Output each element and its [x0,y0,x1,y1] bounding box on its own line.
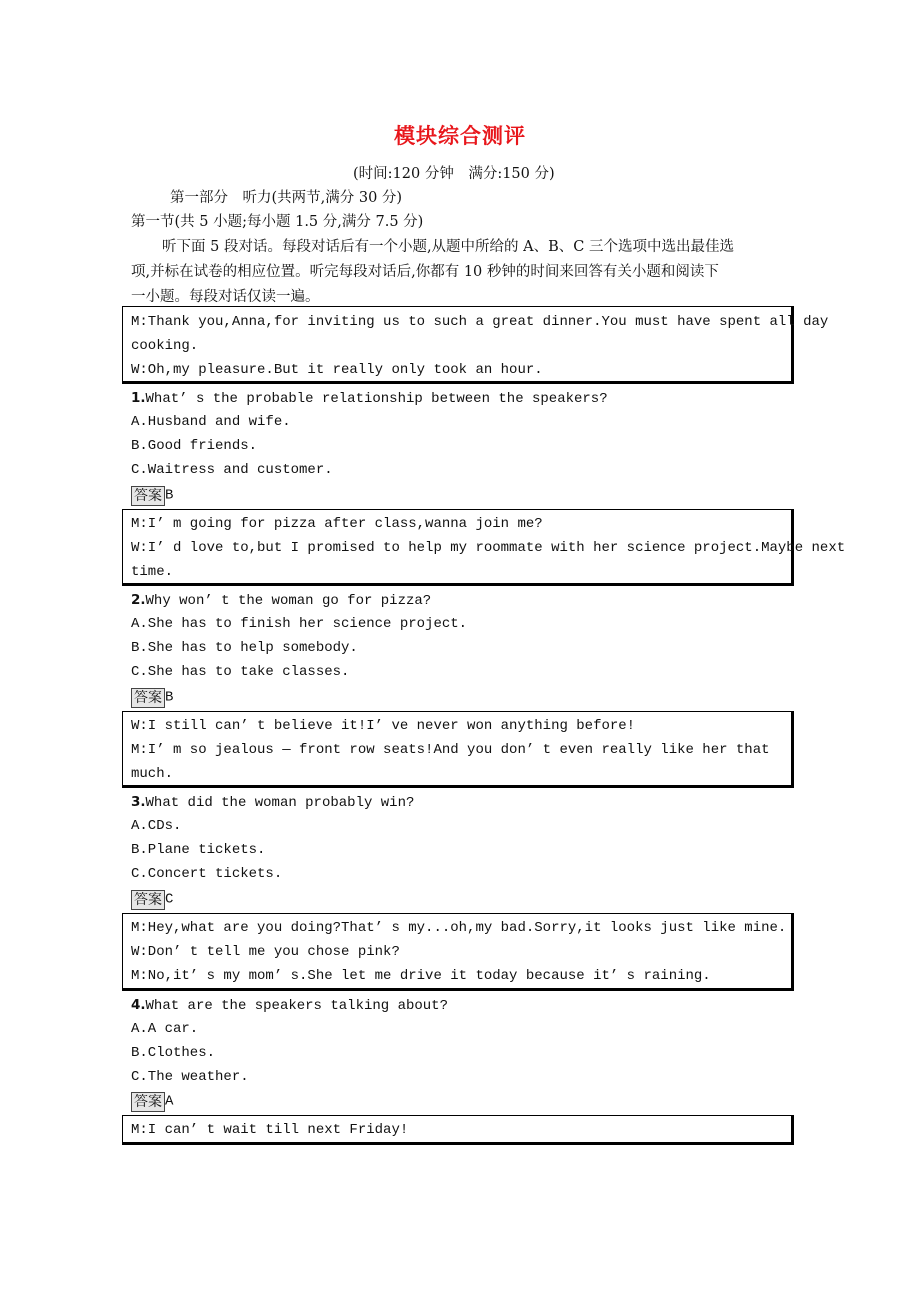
exam-meta: (时间:120 分钟 满分:150 分) [353,166,555,182]
option-b: B.Good friends. [131,438,258,454]
answer-row [131,485,173,506]
option-a: A.She has to finish her science project. [131,616,468,632]
option-c: C.The weather. [131,1069,249,1085]
dialogue-line: M:Thank you,Anna,for inviting us to such a great dinner.You must have spent all day [131,314,829,330]
answer-label: 答案 [131,688,165,708]
answer-row [131,1091,173,1112]
dialogue-line: W:Oh,my pleasure.But it really only took an hour. [131,362,543,378]
answer-label: 答案 [131,1092,165,1112]
question-number: 3. [131,794,146,810]
dialogue-box [122,1115,794,1145]
dialogue-box [122,711,794,788]
answer-value: C [165,891,174,908]
option-a: A.A car. [131,1021,199,1037]
question-text: What are the speakers talking about? [145,998,448,1014]
answer-row [131,687,173,708]
question-stem [131,592,431,609]
option-c: C.She has to take classes. [131,664,350,680]
question-number: 1. [131,390,146,406]
question-text: Why won’ t the woman go for pizza? [145,593,432,609]
option-c: C.Waitress and customer. [131,462,333,478]
dialogue-line: cooking. [131,338,199,354]
instruction-line: 一小题。每段对话仅读一遍。 [131,289,320,305]
part-heading: 第一部分 听力(共两节,满分 30 分) [170,190,403,206]
dialogue-line: M:Hey,what are you doing?That’ s my...oh,my bad.Sorry,it looks just like mine. [131,920,787,936]
dialogue-line: time. [131,564,174,580]
question-stem [131,390,608,407]
answer-label: 答案 [131,890,165,910]
answer-row [131,889,173,910]
answer-value: A [165,1093,174,1110]
question-text: What’ s the probable relationship between the speakers? [145,391,608,407]
dialogue-line: M:No,it’ s my mom’ s.She let me drive it today because it’ s raining. [131,968,711,984]
question-stem [131,997,448,1014]
answer-value: B [165,689,174,706]
question-number: 2. [131,592,146,608]
dialogue-line: W:Don’ t tell me you chose pink? [131,944,400,960]
dialogue-line: M:I can’ t wait till next Friday! [131,1122,409,1138]
question-text: What did the woman probably win? [145,795,415,811]
dialogue-box [122,509,846,586]
answer-value: B [165,487,174,504]
dialogue-line: much. [131,766,174,782]
option-a: A.CDs. [131,818,182,834]
instruction-line: 项,并标在试卷的相应位置。听完每段对话后,你都有 10 秒钟的时间来回答有关小题和阅读下 [131,264,719,280]
page-title: 模块综合测评 [394,124,526,148]
dialogue-line: W:I still can’ t believe it!I’ ve never won anything before! [131,718,636,734]
dialogue-box [122,913,794,991]
instruction-line: 听下面 5 段对话。每段对话后有一个小题,从题中所给的 A、B、C 三个选项中选出最佳选 [162,239,734,255]
section-heading: 第一节(共 5 小题;每小题 1.5 分,满分 7.5 分) [131,214,424,230]
dialogue-line: W:I’ d love to,but I promised to help my roommate with her science project.Maybe next [131,540,846,556]
question-stem [131,794,414,811]
option-a: A.Husband and wife. [131,414,291,430]
option-b: B.Clothes. [131,1045,216,1061]
option-c: C.Concert tickets. [131,866,283,882]
answer-label: 答案 [131,486,165,506]
question-number: 4. [131,997,146,1013]
dialogue-box [122,306,829,384]
option-b: B.She has to help somebody. [131,640,358,656]
option-b: B.Plane tickets. [131,842,266,858]
dialogue-line: M:I’ m so jealous — front row seats!And you don’ t even really like her that [131,742,770,758]
dialogue-line: M:I’ m going for pizza after class,wanna join me? [131,516,543,532]
